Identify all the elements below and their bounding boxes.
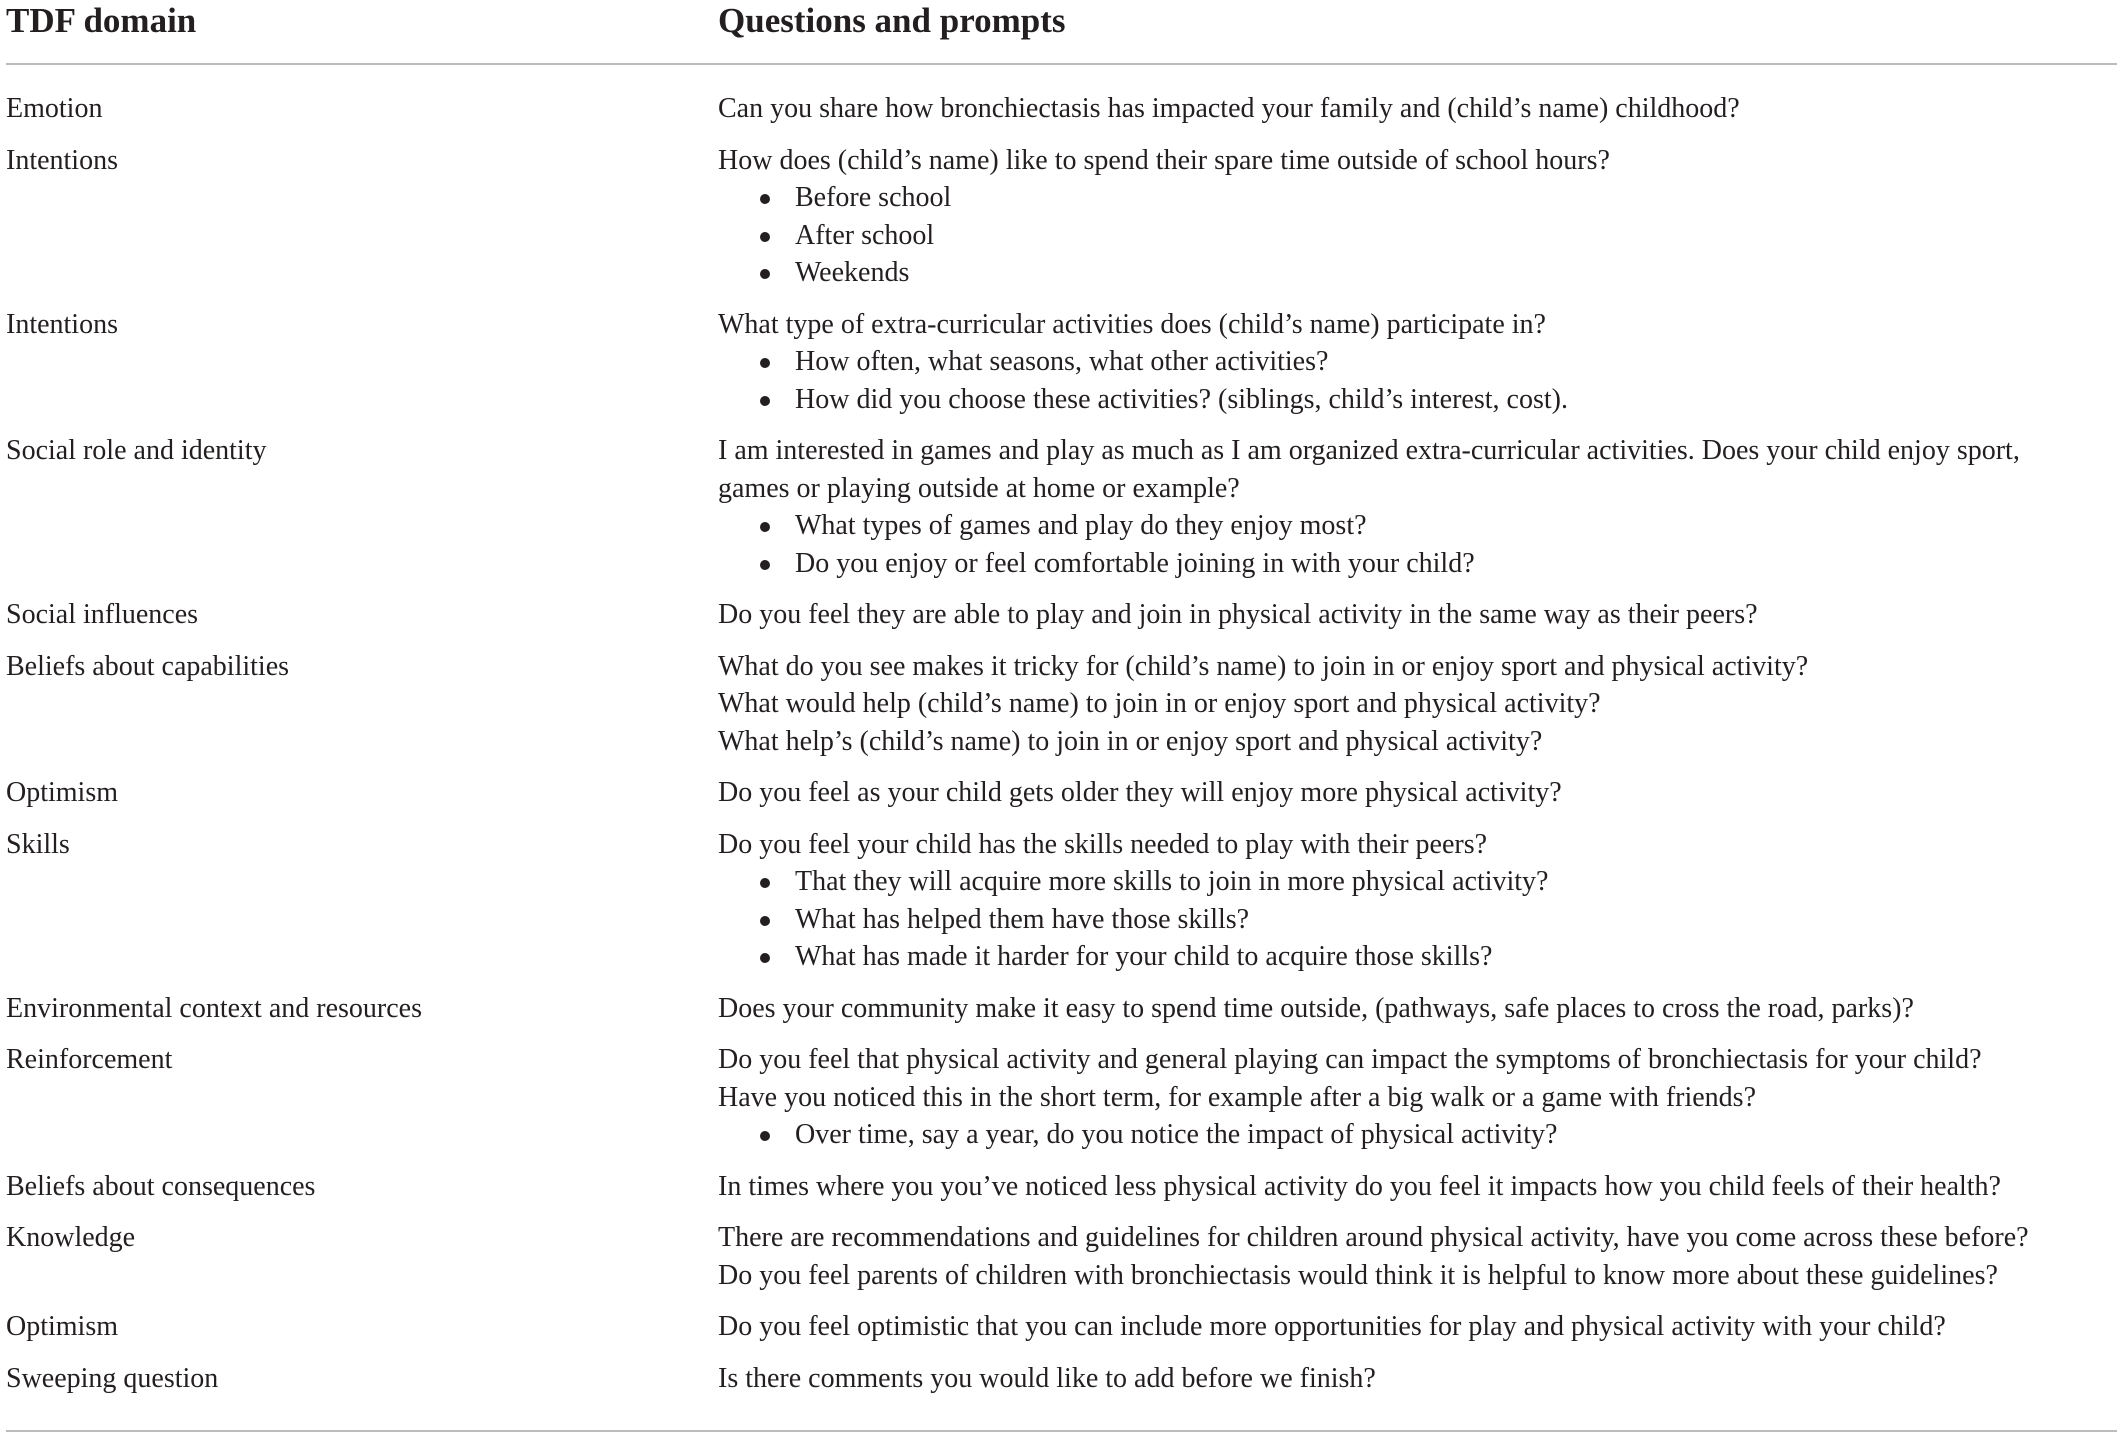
prompt-item	[718, 217, 2117, 255]
prompt-item	[718, 901, 2117, 939]
prompt-text: What has made it harder for your child to acquire those skills?	[795, 941, 1493, 972]
prompt-text: Weekends	[795, 257, 910, 288]
question-cell	[718, 596, 2117, 634]
tdf-domain-cell: Optimism	[6, 1311, 119, 1342]
question-cell	[718, 990, 2117, 1028]
prompt-text: That they will acquire more skills to join in more physical activity?	[795, 866, 1549, 897]
question-text: Do you feel optimistic that you can include more opportunities for play and physical activity with your child?	[718, 1311, 1946, 1342]
question-text: Does your community make it easy to spend time outside, (pathways, safe places to cross the road, parks)?	[718, 992, 1914, 1024]
question-text: games or playing outside at home or example?	[718, 472, 1240, 504]
tdf-domain-cell: Sweeping question	[6, 1362, 219, 1394]
prompt-item	[718, 863, 2117, 901]
tdf-domain-cell: Intentions	[6, 308, 118, 340]
question-cell	[718, 1041, 2117, 1154]
prompt-text: Before school	[795, 182, 952, 213]
question-text: There are recommendations and guidelines for children around physical activity, have you come across these before?	[718, 1222, 2029, 1253]
prompt-text: Do you enjoy or feel comfortable joining in with your child?	[795, 547, 1475, 579]
bullet-icon	[760, 358, 770, 368]
table-bottom-rule	[6, 1430, 2117, 1432]
tdf-domain-cell: Social influences	[6, 599, 199, 630]
question-text: I am interested in games and play as much as I am organized extra-curricular activities. Does your child enjoy sport,	[718, 435, 2020, 466]
question-cell	[718, 1168, 2117, 1206]
prompt-item	[718, 381, 2117, 419]
tdf-domain-cell: Emotion	[6, 93, 103, 124]
question-text: What type of extra-curricular activities does (child’s name) participate in?	[718, 308, 1546, 340]
tdf-domain-cell: Beliefs about consequences	[6, 1170, 316, 1202]
question-text: Do you feel they are able to play and join in physical activity in the same way as their peers?	[718, 599, 1758, 630]
question-cell	[718, 90, 2117, 128]
bullet-icon	[760, 1131, 770, 1141]
prompt-list	[718, 863, 2117, 976]
tdf-domain-cell: Optimism	[6, 777, 119, 808]
question-cell	[718, 1219, 2117, 1294]
prompt-item	[718, 1116, 2117, 1154]
prompt-text: How often, what seasons, what other activities?	[795, 346, 1329, 377]
prompt-item	[718, 179, 2117, 217]
bullet-icon	[760, 560, 770, 570]
question-text: Have you noticed this in the short term, for example after a big walk or a game with friends?	[718, 1081, 1756, 1113]
question-text: In times where you you’ve noticed less physical activity do you feel it impacts how you child feels of their health?	[718, 1170, 2001, 1202]
question-text: What do you see makes it tricky for (child’s name) to join in or enjoy sport and physical activity?	[718, 650, 1809, 682]
prompt-list	[718, 1116, 2117, 1154]
question-text: What help’s (child’s name) to join in or enjoy sport and physical activity?	[718, 725, 1543, 757]
prompt-item	[718, 343, 2117, 381]
prompt-text: What types of games and play do they enjoy most?	[795, 510, 1367, 541]
question-text: Is there comments you would like to add before we finish?	[718, 1362, 1376, 1394]
tdf-domain-cell: Social role and identity	[6, 435, 267, 466]
prompt-text: After school	[795, 219, 935, 251]
prompt-list	[718, 343, 2117, 418]
tdf-domain-cell: Skills	[6, 828, 70, 860]
question-text: Do you feel as your child gets older they will enjoy more physical activity?	[718, 777, 1562, 808]
question-text: Can you share how bronchiectasis has impacted your family and (child’s name) childhood?	[718, 93, 1740, 124]
tdf-domain-cell: Knowledge	[6, 1222, 136, 1253]
bullet-icon	[760, 522, 770, 532]
tdf-domain-cell: Beliefs about capabilities	[6, 650, 290, 682]
tdf-domain-cell: Reinforcement	[6, 1044, 173, 1075]
prompt-text: What has helped them have those skills?	[795, 903, 1250, 935]
question-cell	[718, 306, 2117, 419]
question-cell	[718, 826, 2117, 976]
question-text: What would help (child’s name) to join in or enjoy sport and physical activity?	[718, 688, 1601, 719]
question-text: How does (child’s name) like to spend their spare time outside of school hours?	[718, 144, 1610, 176]
bullet-icon	[760, 878, 770, 888]
bullet-icon	[760, 953, 770, 963]
question-cell	[718, 432, 2117, 582]
bullet-icon	[760, 916, 770, 926]
question-cell	[718, 142, 2117, 292]
prompt-item	[718, 938, 2117, 976]
tdf-domain-cell: Environmental context and resources	[6, 992, 422, 1024]
prompt-text: Over time, say a year, do you notice the impact of physical activity?	[795, 1119, 1558, 1150]
bullet-icon	[760, 396, 770, 406]
prompt-item	[718, 254, 2117, 292]
prompt-list	[718, 179, 2117, 292]
question-cell	[718, 648, 2117, 761]
prompt-item	[718, 545, 2117, 583]
question-text: Do you feel your child has the skills needed to play with their peers?	[718, 828, 1488, 860]
question-cell	[718, 1308, 2117, 1346]
prompt-item	[718, 507, 2117, 545]
question-cell	[718, 774, 2117, 812]
prompt-text: How did you choose these activities? (siblings, child’s interest, cost).	[795, 383, 1568, 415]
question-cell	[718, 1360, 2117, 1398]
bullet-icon	[760, 194, 770, 204]
tdf-domain-cell: Intentions	[6, 144, 118, 176]
header-questions-and-prompts: Questions and prompts	[718, 1, 1066, 40]
header-divider	[6, 63, 2117, 65]
bullet-icon	[760, 232, 770, 242]
question-text: Do you feel parents of children with bronchiectasis would think it is helpful to know more about these guidelines?	[718, 1259, 1998, 1291]
bullet-icon	[760, 269, 770, 279]
table-header	[0, 0, 2117, 64]
question-text: Do you feel that physical activity and general playing can impact the symptoms of bronchiectasis for your child?	[718, 1044, 1982, 1075]
header-tdf-domain: TDF domain	[6, 1, 197, 40]
prompt-list	[718, 507, 2117, 582]
